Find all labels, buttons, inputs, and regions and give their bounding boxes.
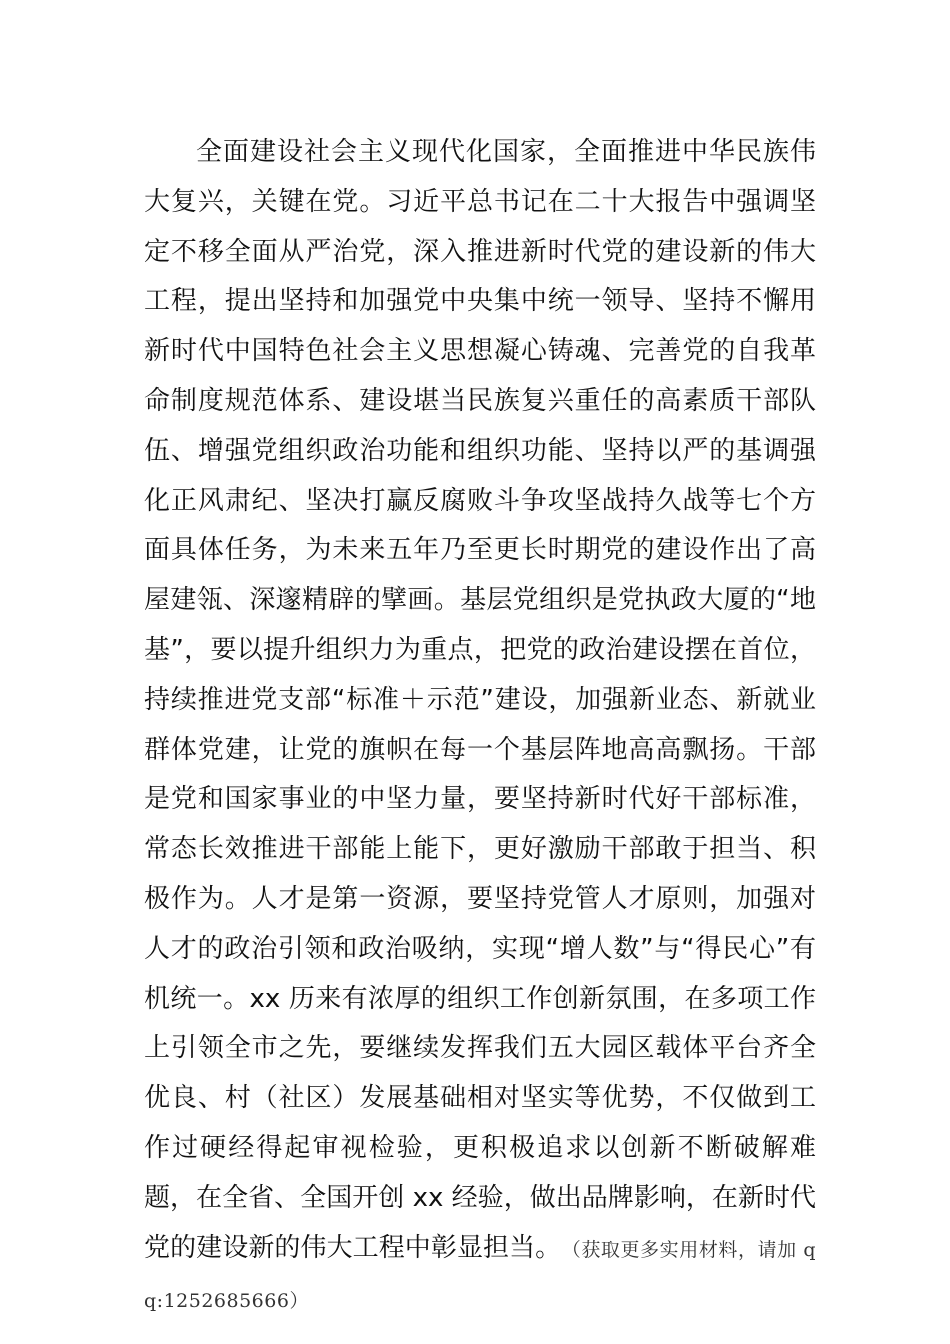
contact-note: （获取更多实用材料，请加 qq:1252685666） bbox=[144, 1238, 816, 1313]
paragraph-text: 全面建设社会主义现代化国家，全面推进中华民族伟大复兴，关键在党。习近平总书记在二十大报告中强调坚定不移全面从严治党，深入推进新时代党的建设新的伟大工程，提出坚持和加强党中央集中统一领导、坚持不懈用新时代中国特色社会主义思想凝心铸魂、完善党的自我革命制度规范体系、建设堪当民族复兴重任的高素质干部队伍、增强党组织政治功能和组织功能、坚持以严的基调强化正风肃纪、坚决打赢反腐败斗争攻坚战持久战等七个方面具体任务，为未来五年乃至更长时期党的建设作出了高屋建瓴、深邃精辟的擘画。基层党组织是党执政大厦的“地基”，要以提升组织力为重点，把党的政治建设摆在首位，持续推进党支部“标准＋示范”建设，加强新业态、新就业群体党建，让党的旗帜在每一个基层阵地高高飘扬。干部是党和国家事业的中坚力量，要坚持新时代好干部标准，常态长效推进干部能上能下，更好激励干部敢于担当、积极作为。人才是第一资源，要坚持党管人才原则，加强对人才的政治引领和政治吸纳，实现“增人数”与“得民心”有机统一。xx 历来有浓厚的组织工作创新氛围，在多项工作上引领全市之先，要继续发挥我们五大园区载体平台齐全优良、村（社区）发展基础相对坚实等优势，不仅做到工作过硬经得起审视检验，更积极追求以创新不断破解难题，在全省、全国开创 xx 经验，做出品牌影响，在新时代党的建设新的伟大工程中彰显担当。 bbox=[144, 137, 816, 1263]
body-paragraph bbox=[144, 128, 816, 1327]
